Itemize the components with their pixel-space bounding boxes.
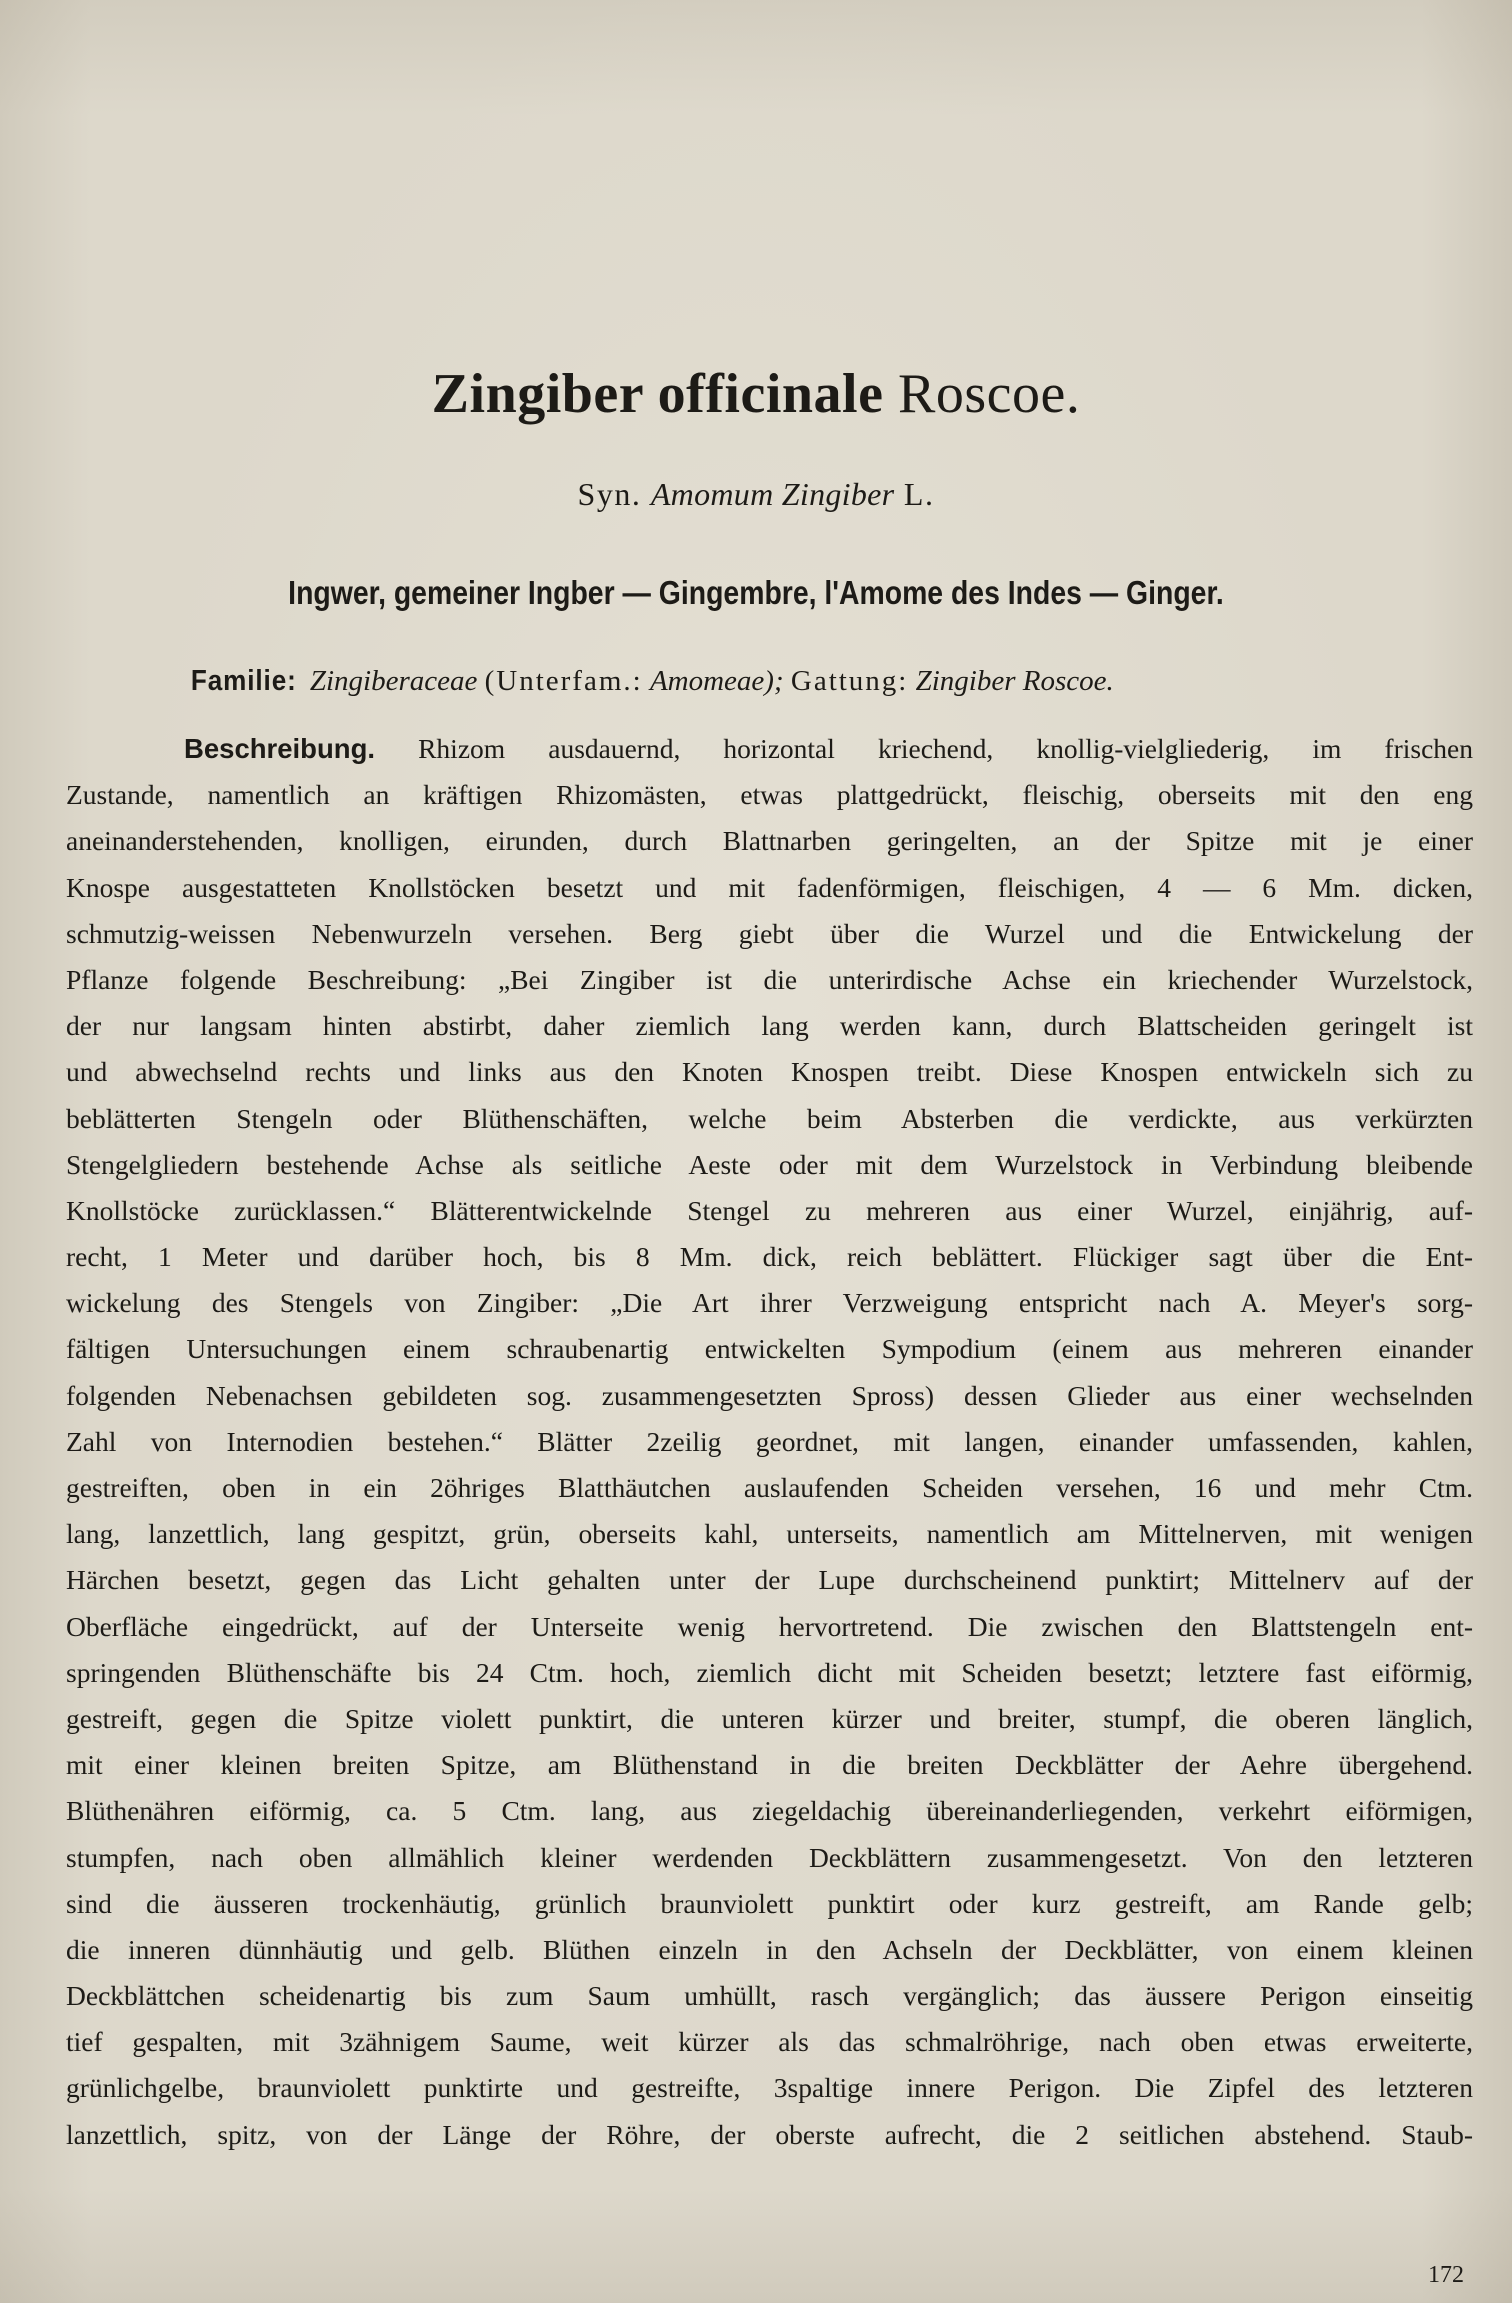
body-line: Deckblättchen scheidenartig bis zum Saum umhüllt, rasch vergänglich; das äussere Perigon einseitig <box>66 1980 1473 2012</box>
subfamily-label: (Unterfam.: <box>484 665 643 697</box>
body-line: sind die äusseren trockenhäutig, grünlich braunviolett punktirt oder kurz gestreift, am Rande gelb; <box>66 1887 1473 1919</box>
body-line: stumpfen, nach oben allmählich kleiner werdenden Deckblättern zusammengesetzt. Von den letzteren <box>66 1841 1473 1873</box>
synonym-line <box>0 476 1512 513</box>
body-line: Zahl von Internodien bestehen.“ Blätter 2zeilig geordnet, mit langen, einander umfassenden, kahlen, <box>66 1425 1473 1457</box>
body-line: Beschreibung. Rhizom ausdauernd, horizontal kriechend, knollig-vielgliederig, im frischen <box>184 733 1474 764</box>
title-author: Roscoe. <box>897 363 1081 425</box>
body-line: gestreift, gegen die Spitze violett punktirt, die unteren kürzer und breiter, stumpf, die oberen länglich, <box>66 1702 1473 1734</box>
body-line: folgenden Nebenachsen gebildeten sog. zusammengesetzten Spross) dessen Glieder aus einer wechselnden <box>66 1379 1473 1411</box>
synonym-author: L. <box>903 476 935 512</box>
body-line: Oberfläche eingedrückt, auf der Unterseite wenig hervortretend. Die zwischen den Blattstengeln ent- <box>66 1610 1473 1642</box>
beschreibung-label: Beschreibung. <box>184 733 376 764</box>
body-line: Pflanze folgende Beschreibung: „Bei Zingiber ist die unterirdische Achse ein kriechender Wurzelstock, <box>66 963 1473 995</box>
gattung-label: Gattung: <box>790 665 909 697</box>
body-line: der nur langsam hinten abstirbt, daher ziemlich lang werden kann, durch Blattscheiden geringelt ist <box>66 1010 1473 1042</box>
body-line: Härchen besetzt, gegen das Licht gehalten unter der Lupe durchscheinend punktirt; Mittelnerv auf der <box>66 1564 1473 1596</box>
familie-line <box>185 665 1114 698</box>
body-line: beblätterten Stengeln oder Blüthenschäften, welche beim Absterben die verdickte, aus verkürzten <box>66 1102 1473 1134</box>
body-line: die inneren dünnhäutig und gelb. Blüthen einzeln in den Achseln der Deckblätter, von einem kleinen <box>66 1933 1473 1965</box>
genus-name: Zingiber Roscoe. <box>915 665 1114 697</box>
subfamily-name: Amomeae); <box>649 665 784 697</box>
body-line: mit einer kleinen breiten Spitze, am Blüthenstand in die breiten Deckblätter der Aehre übergehend. <box>66 1749 1473 1781</box>
body-line: Knospe ausgestatteten Knollstöcken besetzt und mit fadenförmigen, fleischigen, 4 — 6 Mm. dicken, <box>66 871 1473 903</box>
page-number: 172 <box>1428 2262 1464 2288</box>
body-line: gestreiften, oben in ein 2öhriges Blatthäutchen auslaufenden Scheiden versehen, 16 und mehr Ctm. <box>66 1472 1473 1503</box>
common-names: Ingwer, gemeiner Ingber — Gingembre, l'Amome des Indes — Ginger. <box>288 574 1224 611</box>
body-line: wickelung des Stengels von Zingiber: „Die Art ihrer Verzweigung entspricht nach A. Meyer's sorg- <box>66 1287 1473 1319</box>
body-line: recht, 1 Meter und darüber hoch, bis 8 Mm. dick, reich beblättert. Flückiger sagt über die Ent- <box>66 1241 1473 1273</box>
body-line: aneinanderstehenden, knolligen, eirunden, durch Blattnarben geringelten, an der Spitze mit je einer <box>66 825 1473 857</box>
body-line: schmutzig-weissen Nebenwurzeln versehen. Berg giebt über die Wurzel und die Entwickelung der <box>66 917 1473 949</box>
body-line: Stengelgliedern bestehende Achse als seitliche Aeste oder mit dem Wurzelstock in Verbindung bleibende <box>66 1148 1473 1180</box>
body-line: lang, lanzettlich, lang gespitzt, grün, oberseits kahl, unterseits, namentlich am Mittelnerven, mit wenigen <box>66 1518 1473 1550</box>
synonym-prefix: Syn. <box>577 476 642 512</box>
body-line: Zustande, namentlich an kräftigen Rhizomästen, etwas plattgedrückt, fleischig, oberseits mit den eng <box>66 779 1473 811</box>
body-line: tief gespalten, mit 3zähnigem Saume, weit kürzer als das schmalröhrige, nach oben etwas erweiterte, <box>66 2026 1473 2058</box>
title-species: Zingiber officinale <box>431 363 884 425</box>
body-line: Knollstöcke zurücklassen.“ Blätterentwickelnde Stengel zu mehreren aus einer Wurzel, einjährig, auf- <box>66 1194 1473 1226</box>
description-body <box>66 726 1473 2158</box>
page-title <box>0 362 1512 426</box>
familie-label: Familie: <box>190 665 297 697</box>
synonym-name: Amomum Zingiber <box>650 476 895 512</box>
body-line: lanzettlich, spitz, von der Länge der Röhre, der oberste aufrecht, die 2 seitlichen abstehend. Staub- <box>66 2118 1473 2150</box>
body-line: und abwechselnd rechts und links aus den Knoten Knospen treibt. Diese Knospen entwickeln sich zu <box>66 1056 1473 1088</box>
body-line: grünlichgelbe, braunviolett punktirte und gestreifte, 3spaltige innere Perigon. Die Zipfel des letzteren <box>66 2072 1473 2104</box>
body-line: Blüthenähren eiförmig, ca. 5 Ctm. lang, aus ziegeldachig übereinanderliegenden, verkehrt eiförmigen, <box>66 1795 1473 1827</box>
body-line: fältigen Untersuchungen einem schraubenartig entwickelten Sympodium (einem aus mehreren einander <box>66 1333 1473 1365</box>
family-name: Zingiberaceae <box>309 665 478 697</box>
body-line: springenden Blüthenschäfte bis 24 Ctm. hoch, ziemlich dicht mit Scheiden besetzt; letztere fast eiförmig, <box>66 1656 1473 1688</box>
